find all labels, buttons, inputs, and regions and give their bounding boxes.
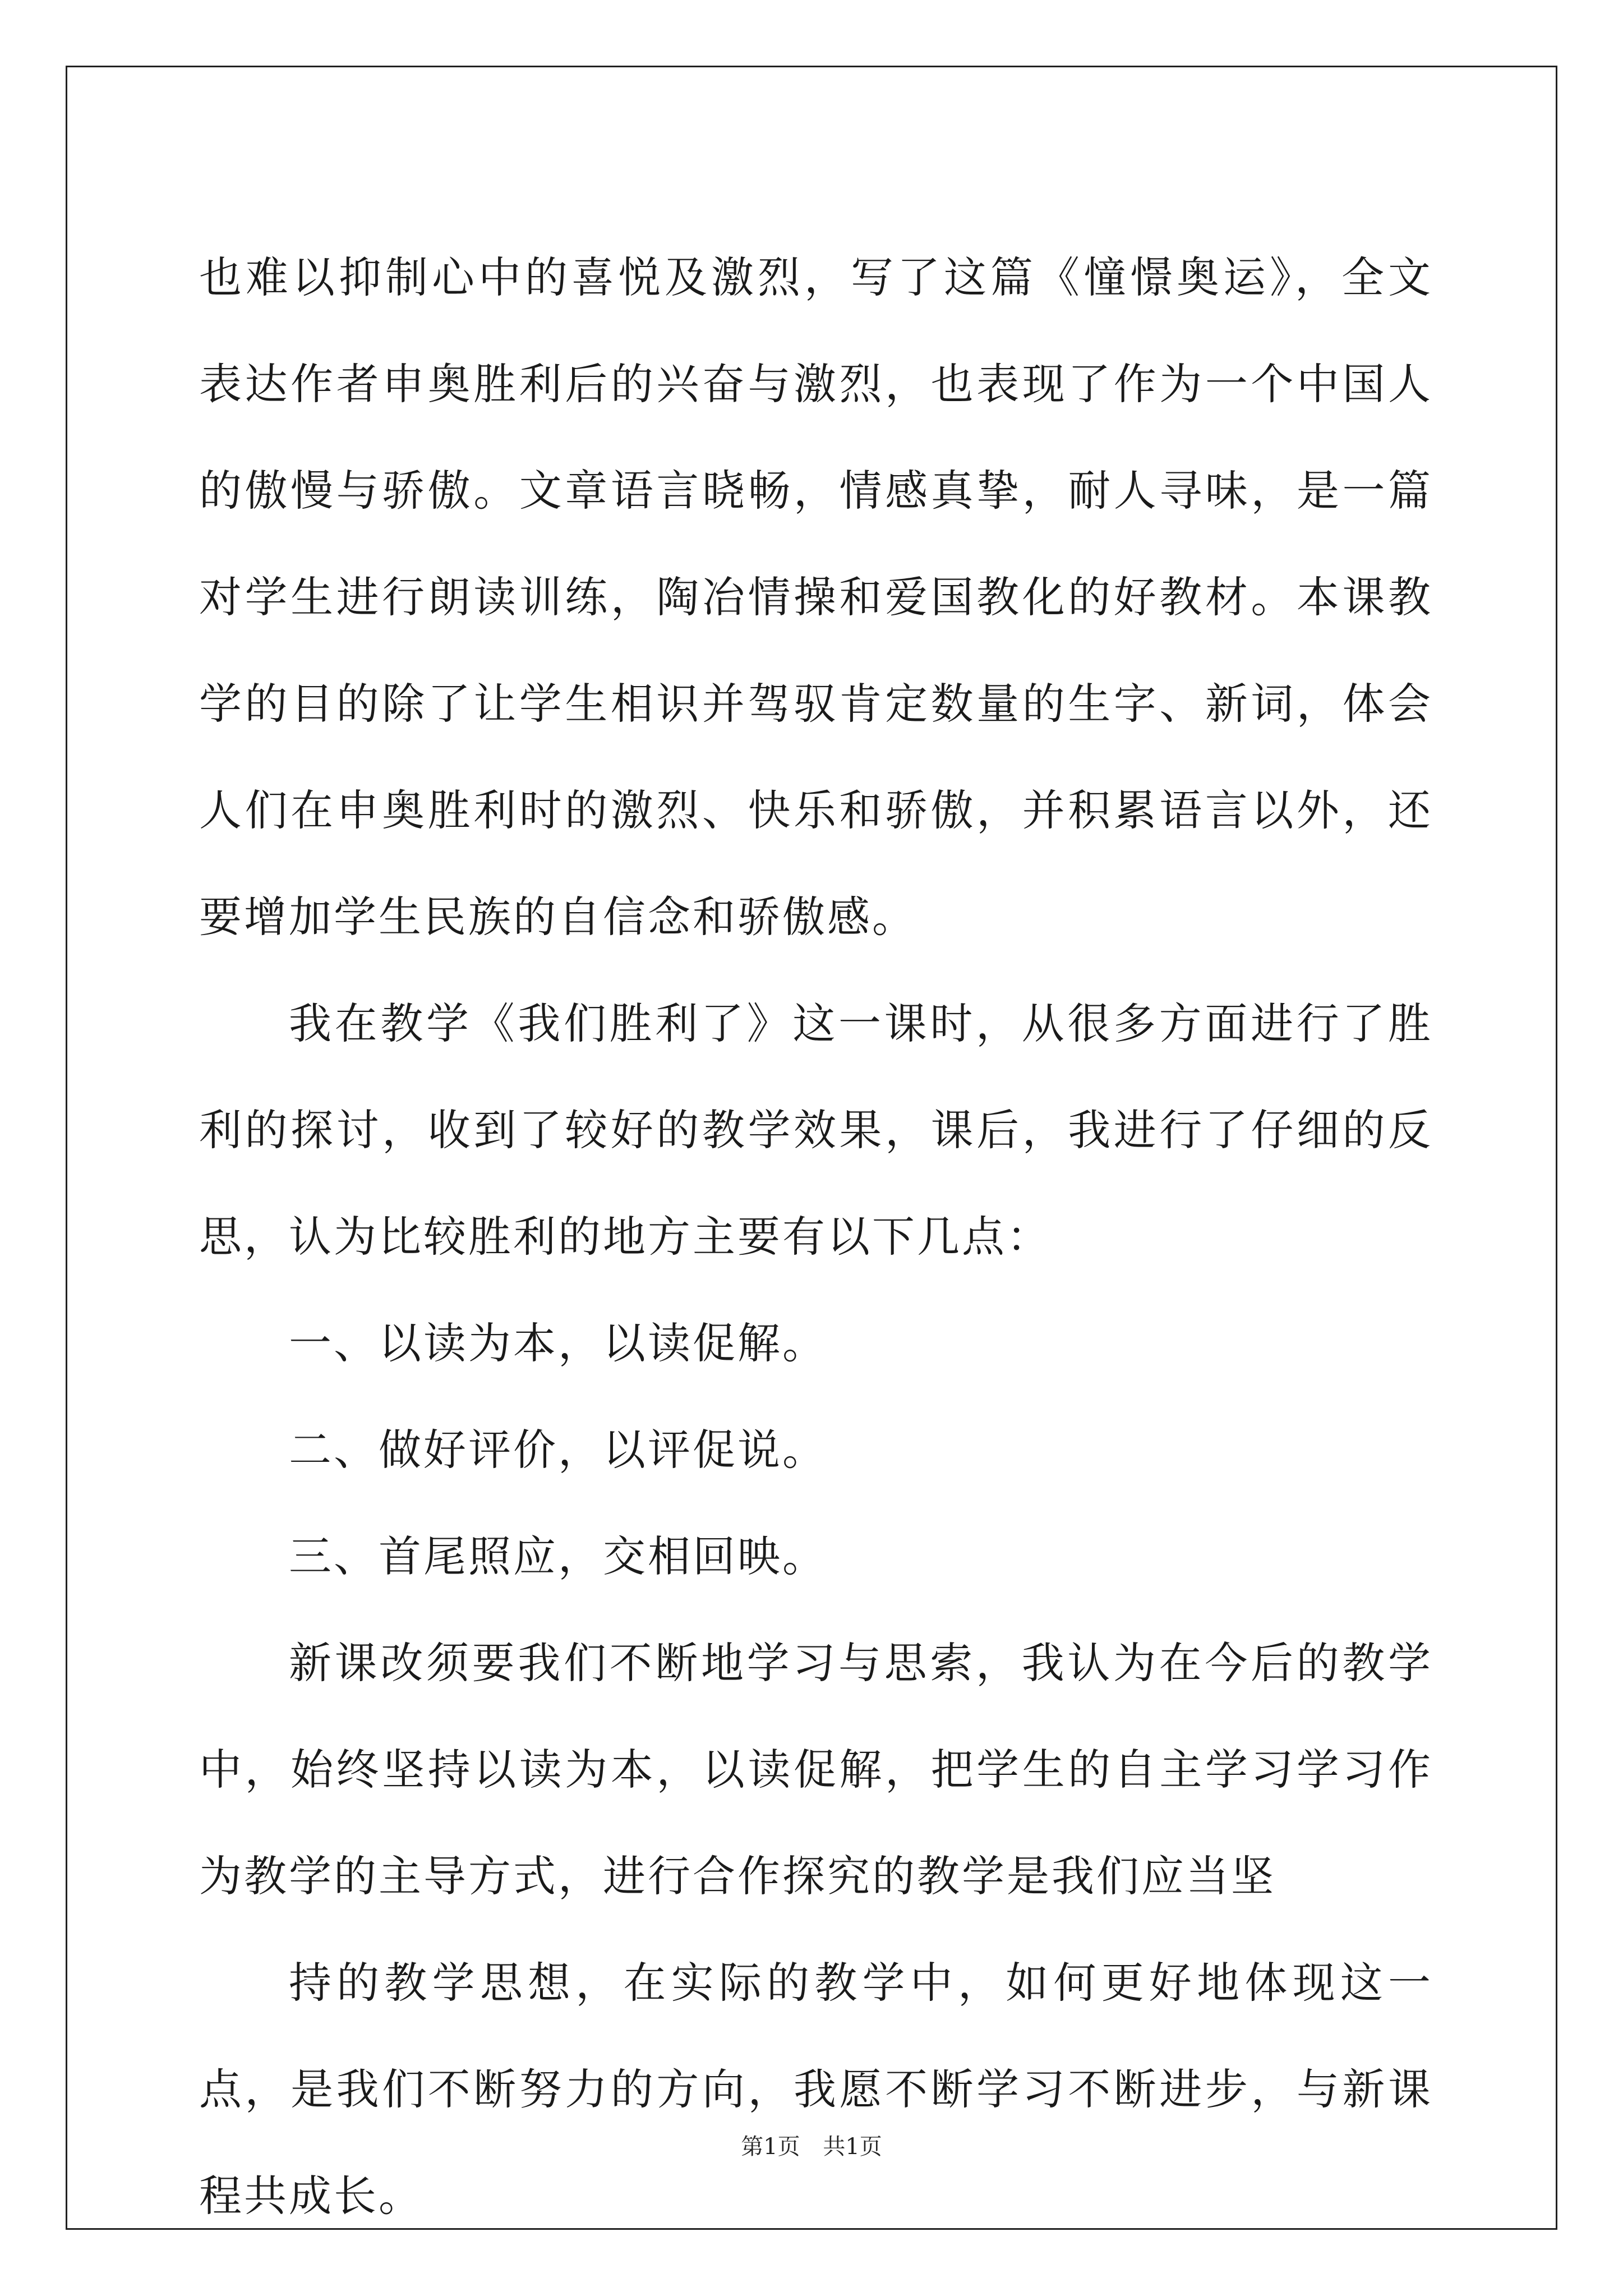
list-item: 一、以读为本，以读促解。 [289, 1318, 827, 1368]
document-body [199, 224, 1433, 2249]
paragraph: 新课改须要我们不断地学习与思索，我认为在今后的教学中，始终坚持以读为本，以读促解，把学生的自主学习学习作为教学的主导方式，进行合作探究的教学是我们应当坚 [199, 1638, 1433, 1901]
list-item: 二、做好评价，以评促说。 [289, 1425, 827, 1475]
paragraph: 我在教学《我们胜利了》这一课时，从很多方面进行了胜利的探讨，收到了较好的教学效果，课后，我进行了仔细的反思，认为比较胜利的地方主要有以下几点： [199, 999, 1433, 1262]
page-number: 第1页 [741, 2134, 800, 2160]
paragraph: 也难以抑制心中的喜悦及激烈，写了这篇《憧憬奥运》，全文表达作者申奥胜利后的兴奋与激烈，也表现了作为一个中国人的傲慢与骄傲。文章语言晓畅，情感真挚，耐人寻味，是一篇对学生进行朗读训练，陶冶情操和爱国教化的好教材。本课教学的目的除了让学生相识并驾驭肯定数量的生字、新词，体会人们在申奥胜利时的激烈、快乐和骄傲，并积累语言以外，还要增加学生民族的自信念和骄傲感。 [199, 252, 1433, 942]
paragraph: 持的教学思想，在实际的教学中，如何更好地体现这一点，是我们不断努力的方向，我愿不断学习不断进步，与新课程共成长。 [199, 1958, 1433, 2221]
page-total: 共1页 [823, 2134, 882, 2160]
page-footer [0, 2129, 1623, 2161]
list-item: 三、首尾照应，交相回映。 [289, 1531, 827, 1581]
